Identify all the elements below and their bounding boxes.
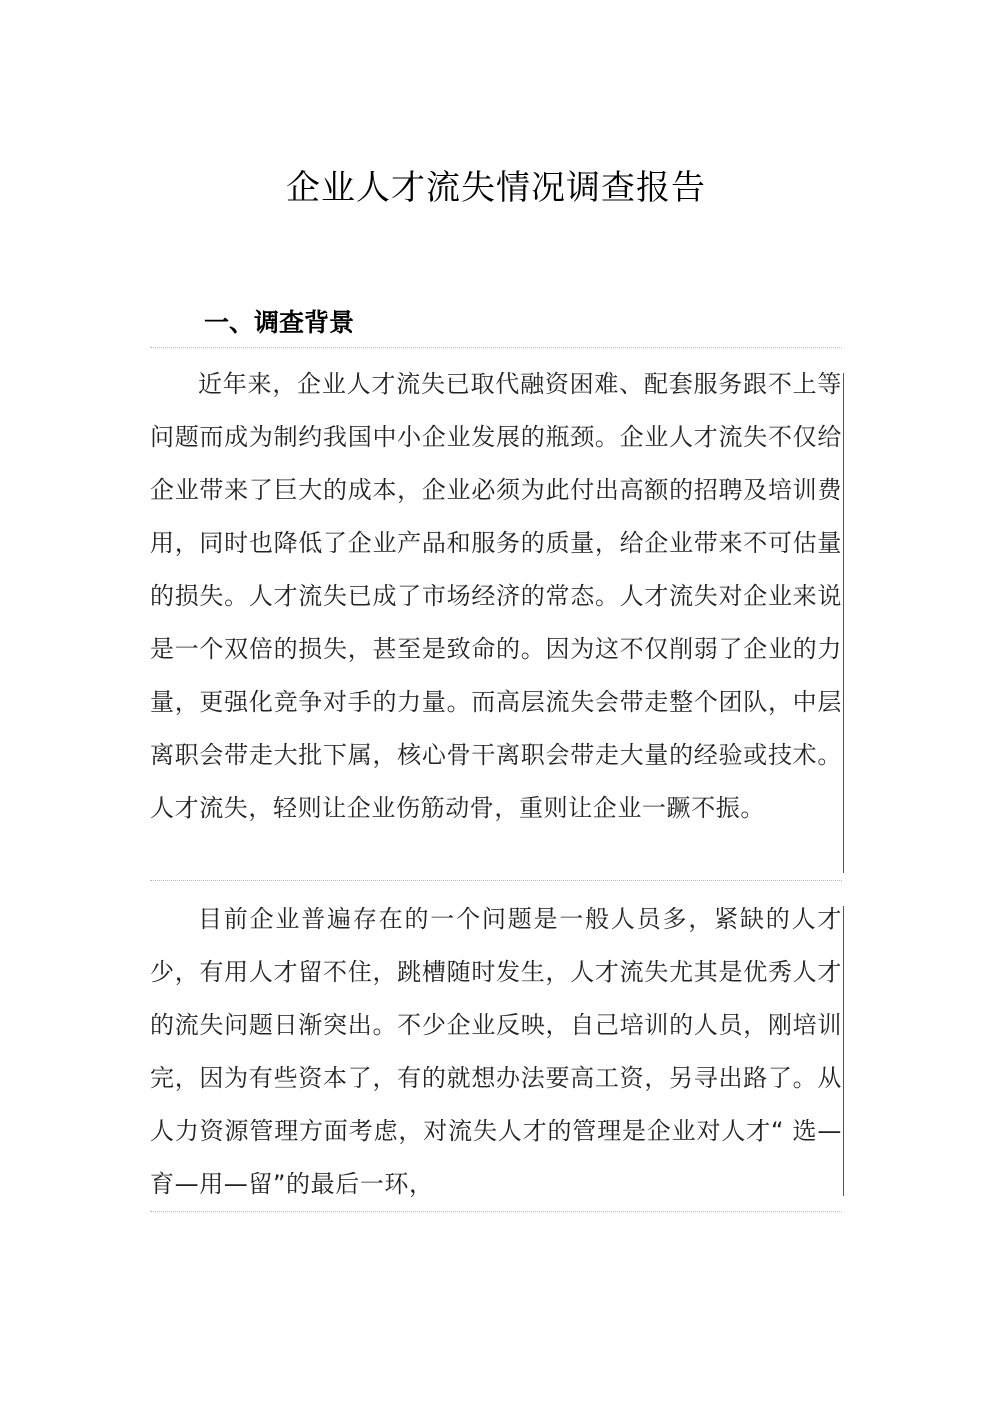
paragraph-block: [150, 347, 842, 835]
right-margin-rule: [843, 906, 844, 1196]
paragraph-2: 目前企业普遍存在的一个问题是一般人员多，紧缺的人才少，有用人才留不住，跳槽随时发生，人才流失尤其是优秀人才的流失问题日渐突出。不少企业反映，自己培训的人员，刚培训完，因为有些资本了，有的就想办法要高工资，另寻出路了。从人力资源管理方面考虑，对流失人才的管理是企业对人才“ 选—育—用—留”的最后一环，: [150, 905, 842, 1198]
document-title: 企业人才流失情况调查报告: [286, 168, 706, 208]
paragraph-1: 近年来，企业人才流失已取代融资困难、配套服务跟不上等问题而成为制约我国中小企业发展的瓶颈。企业人才流失不仅给企业带来了巨大的成本，企业必须为此付出高额的招聘及培训费用，同时也降低了企业产品和服务的质量，给企业带来不可估量的损失。人才流失已成了市场经济的常态。人才流失对企业来说是一个双倍的损失，甚至是致命的。因为这不仅削弱了企业的力量，更强化竞争对手的力量。而高层流失会带走整个团队，中层离职会带走大批下属，核心骨干离职会带走大量的经验或技术。人才流失，轻则让企业伤筋动骨，重则让企业一蹶不振。: [150, 370, 842, 822]
paragraph-block: [150, 880, 842, 1212]
right-margin-rule: [843, 373, 844, 873]
section-heading: 一、调查背景: [204, 308, 355, 337]
